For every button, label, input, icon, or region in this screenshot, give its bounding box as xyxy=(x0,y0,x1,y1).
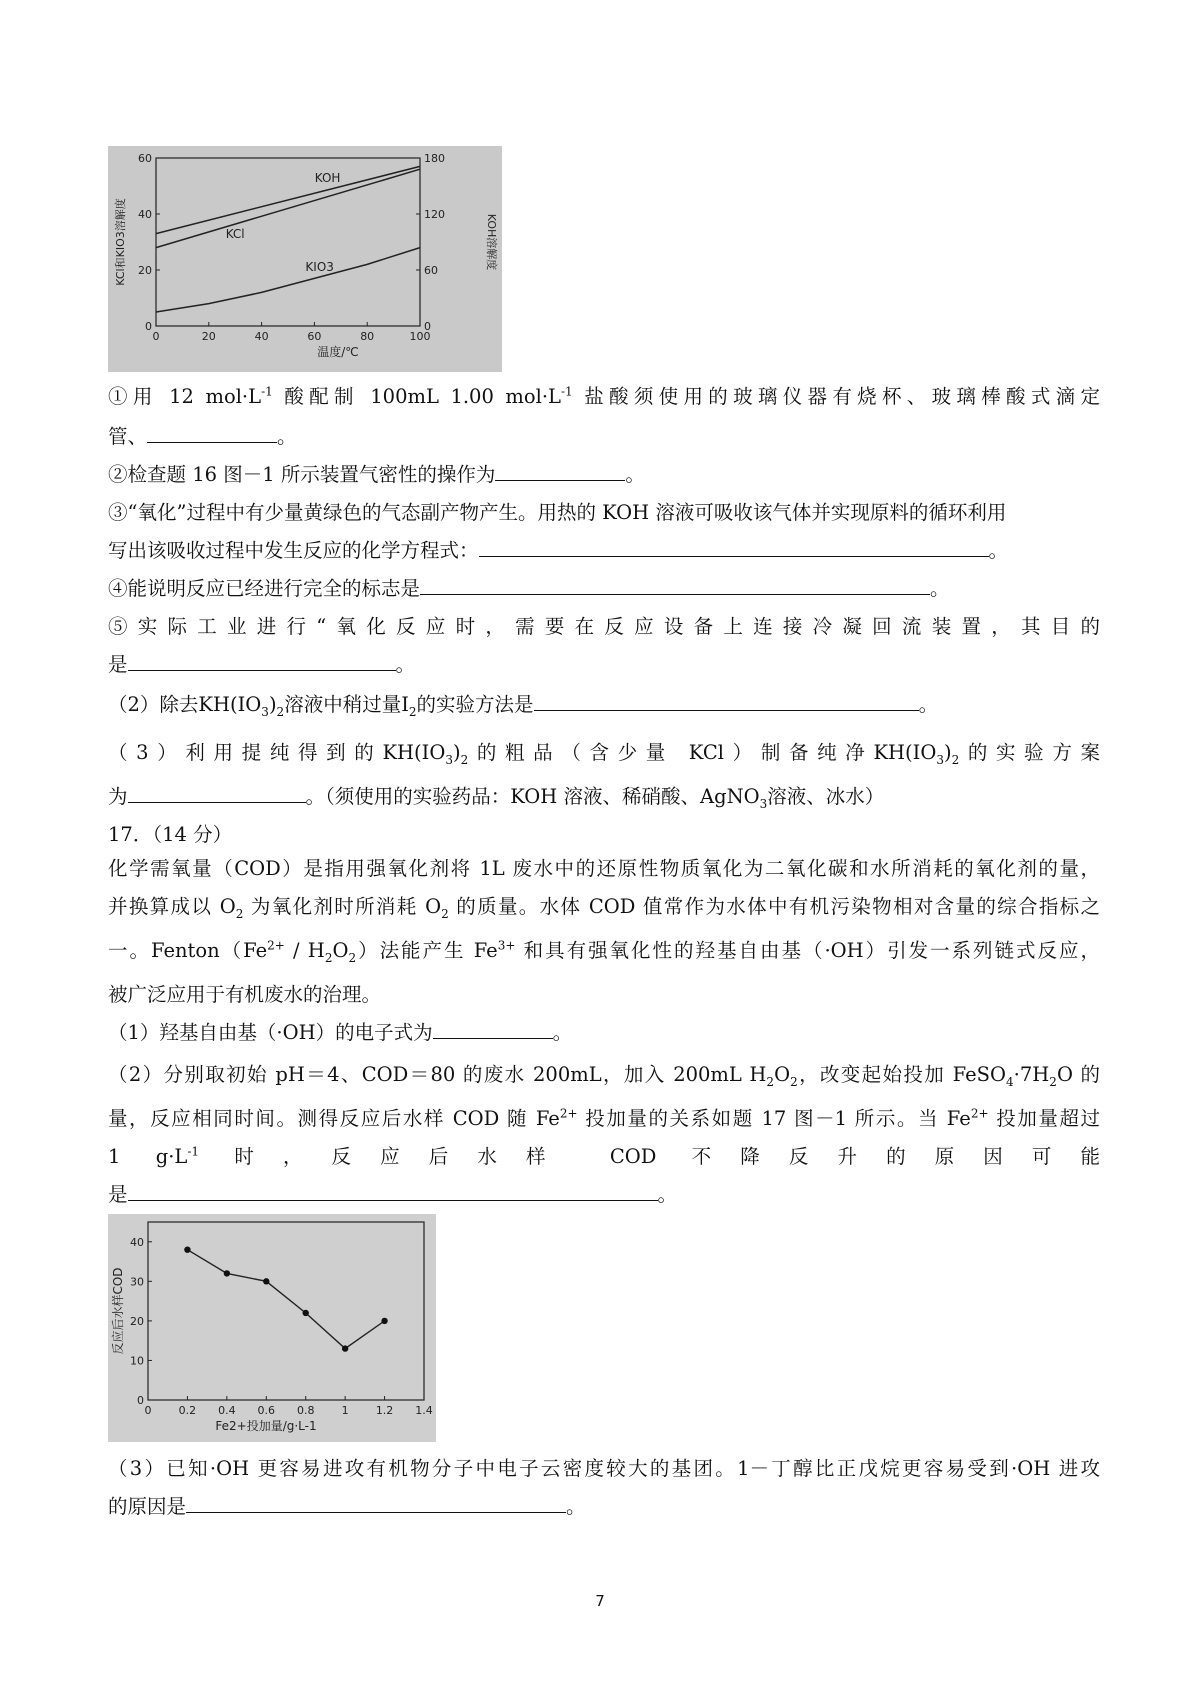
solubility-chart-svg xyxy=(108,146,502,372)
x-axis-label: 温度/℃ xyxy=(317,345,359,359)
y-left-tick-label: 60 xyxy=(138,152,152,165)
data-point xyxy=(303,1310,309,1316)
y-axis-label: 反应后水样COD xyxy=(111,1267,125,1355)
q16-part-3-cont xyxy=(108,784,1100,810)
q17-text: 量，反应相同时间。测得反应后水样 COD 随 Fe xyxy=(108,1107,560,1130)
answer-blank[interactable] xyxy=(128,652,396,671)
solubility-chart xyxy=(108,146,502,372)
q16-text: 。 xyxy=(277,425,297,448)
x-tick-label: 40 xyxy=(254,330,269,343)
answer-blank[interactable] xyxy=(534,692,919,711)
x-axis-label: Fe2+投加量/g·L-1 xyxy=(215,1419,317,1433)
y-tick-label: 0 xyxy=(137,1394,144,1407)
q16-text: 。（须使用的实验药品：KOH 溶液、稀硝酸、 xyxy=(305,785,701,808)
x-tick-label: 80 xyxy=(360,330,375,343)
formula-kh-io3-2: $KH(IO_3)_2$ xyxy=(198,693,285,719)
cod-chart-svg xyxy=(108,1214,436,1442)
formula-text: KH(IO xyxy=(198,693,262,716)
series-line xyxy=(156,166,420,233)
x-tick-label: 1 xyxy=(341,1404,349,1417)
q16-text: 盐酸须使用的玻璃仪器有烧杯、玻璃棒酸式滴定 xyxy=(572,385,1101,408)
series-label: KIO3 xyxy=(305,260,334,274)
y-tick-label: 10 xyxy=(130,1354,144,1368)
x-tick-label: 0.2 xyxy=(178,1404,197,1417)
q17-text: 。 xyxy=(552,1021,573,1044)
q16-text: 酸配制 100mL 1.00 mol·L xyxy=(272,385,561,408)
q16-part-2 xyxy=(108,692,1100,718)
q17-intro-1 xyxy=(108,856,1100,882)
q17-part-2-line-1: （2）分别取初始 pH＝4、COD＝80 的废水 200mL，加入 200mL $H_2O_2$，改变起始投加 $FeSO_4\cdot 7H_2O$ 的 xyxy=(108,1063,1100,1089)
formula-i2: $I_2$ xyxy=(401,693,417,719)
formula-agno3: AgNO$_3$ xyxy=(700,785,768,811)
y-right-tick-label: 120 xyxy=(424,208,445,221)
q17-part-2-line-3: 1 $g\cdot L^{-1}$ 时，反应后水样 COD 不降反升的原因可能 xyxy=(108,1144,1100,1168)
q17-text: 并换算成以 O xyxy=(108,895,236,918)
series-line xyxy=(187,1250,384,1349)
q17-text: 投加量的关系如题 17 图－1 所示。当 Fe xyxy=(577,1107,971,1130)
q17-text: 和具有强氧化性的羟基自由基（·OH）引发一系列链式反应， xyxy=(515,939,1100,962)
superscript: -1 xyxy=(561,384,573,399)
y-tick-label: 20 xyxy=(130,1314,144,1328)
y-tick-label: 30 xyxy=(130,1275,144,1289)
q16-line-4 xyxy=(108,500,1100,526)
q17-text: 。 xyxy=(657,1183,678,1206)
q16-line-5 xyxy=(108,538,1100,564)
x-tick-label: 100 xyxy=(409,330,431,343)
q17-text: （1）羟基自由基（·OH）的电子式为 xyxy=(108,1021,433,1044)
data-point xyxy=(184,1246,190,1252)
q16-text: 。 xyxy=(930,577,950,600)
q17-text: 化学需氧量（COD）是指用强氧化剂将 1L 废水中的还原性物质氧化为二氧化碳和水所消耗的氧化剂的量， xyxy=(108,857,1100,880)
q16-text: 的实验方案 xyxy=(959,741,1100,764)
q16-text: 是 xyxy=(108,653,128,676)
q17-text: / H xyxy=(284,939,325,962)
answer-blank[interactable] xyxy=(147,424,277,443)
q17-text: O 的 xyxy=(1056,1063,1100,1086)
q17-text: O xyxy=(774,1063,791,1086)
formula-text: KH(IO xyxy=(873,741,937,764)
q16-text: 。 xyxy=(988,539,1009,562)
y-left-tick-label: 0 xyxy=(145,320,152,333)
q17-part-3-cont xyxy=(108,1494,1100,1520)
q17-part-3 xyxy=(108,1456,1100,1482)
q16-text: 的粗品（含少量 KCl）制备纯净 xyxy=(468,741,874,764)
y-right-tick-label: 180 xyxy=(424,152,445,165)
q16-text: 溶液、冰水） xyxy=(767,785,885,808)
q17-text: 为氧化剂时所消耗 O xyxy=(243,895,442,918)
answer-blank[interactable] xyxy=(128,1182,658,1201)
x-tick-label: 0.6 xyxy=(257,1404,276,1417)
q16-text: （2）除去 xyxy=(108,693,199,716)
q16-line-2 xyxy=(108,424,1100,450)
q16-text: （3）利用提纯得到的 xyxy=(108,741,383,764)
q16-line-6 xyxy=(108,576,1100,602)
y-tick-label: 40 xyxy=(130,1235,144,1249)
formula-text: AgNO xyxy=(700,785,760,808)
q16-line-7 xyxy=(108,614,1100,640)
q17-text: 。 xyxy=(566,1495,586,1518)
x-tick-label: 1.2 xyxy=(375,1404,394,1417)
q16-line-8 xyxy=(108,652,1100,678)
y-right-tick-label: 60 xyxy=(424,264,438,277)
formula-text: I xyxy=(401,693,409,716)
q16-text: ④能说明反应已经进行完全的标志是 xyxy=(108,577,421,600)
q16-text: 。 xyxy=(625,463,645,486)
q17-text: （3）已知·OH 更容易进攻有机物分子中电子云密度较大的基团。1－丁醇比正戊烷更容易受到·OH 进攻 xyxy=(108,1457,1100,1480)
q17-header: 17．（14 分） xyxy=(108,823,233,846)
q17-text: 的质量。水体 COD 值常作为水体中有机污染物相对含量的综合指标之 xyxy=(448,895,1101,918)
q17-text: ）法能产生 Fe xyxy=(356,939,498,962)
q16-text: ②检查题 16 图－1 所示装置气密性的操作为 xyxy=(108,463,496,486)
q17-intro-4: 被广泛应用于有机废水的治理。 xyxy=(108,983,382,1006)
y-right-axis-label: KOH溶解度 xyxy=(485,213,498,271)
q17-part-2-line-2: 量，反应相同时间。测得反应后水样 COD 随 $Fe^{2+}$ 投加量的关系如题 17 图－1 所示。当 $Fe^{2+}$ 投加量超过 xyxy=(108,1106,1101,1130)
data-point xyxy=(381,1318,387,1324)
plot-frame xyxy=(156,158,420,326)
answer-blank[interactable] xyxy=(433,1020,553,1039)
formula-kh-io3-2: $KH(IO_3)_2$ xyxy=(382,741,469,767)
answer-blank[interactable] xyxy=(128,784,306,803)
q17-part-2-line-4 xyxy=(108,1182,1100,1208)
q17-text: 一。Fenton（Fe xyxy=(108,939,268,962)
formula-text: KH(IO xyxy=(382,741,446,764)
x-tick-label: 1.4 xyxy=(415,1404,433,1417)
q17-text: 1 g·L xyxy=(108,1145,188,1168)
q16-text: ③“氧化”过程中有少量黄绿色的气态副产物产生。用热的 KOH 溶液可吸收该气体并实现原料的循环利用 xyxy=(108,501,1007,524)
series-label: KCl xyxy=(225,227,245,242)
q16-text: 写出该吸收过程中发生反应的化学方程式： xyxy=(108,539,479,562)
q16-text: 为 xyxy=(108,785,128,808)
q17-text: 的原因是 xyxy=(108,1495,187,1518)
x-tick-label: 0 xyxy=(144,1404,152,1417)
y-left-tick-label: 40 xyxy=(138,208,152,221)
q17-text: 时，反应后水样 COD 不降反升的原因可能 xyxy=(199,1145,1100,1168)
q16-text: 。 xyxy=(918,693,939,716)
q16-text: ⑤实际工业进行“氧化反应时，需要在反应设备上连接冷凝回流装置，其目的 xyxy=(108,615,1100,638)
q16-text: 的实验方法是 xyxy=(416,693,534,716)
y-left-tick-label: 20 xyxy=(138,264,152,277)
series-label: KOH xyxy=(314,170,341,185)
q16-text: 溶液中稍过量 xyxy=(284,693,402,716)
data-point xyxy=(224,1270,230,1276)
x-tick-label: 60 xyxy=(307,330,322,343)
x-tick-label: 0.8 xyxy=(296,1404,315,1417)
formula-kh-io3-2: $KH(IO_3)_2$ xyxy=(873,741,960,767)
x-tick-label: 0 xyxy=(152,330,160,343)
q17-text: O xyxy=(332,939,349,962)
q17-text: 投加量超过 xyxy=(988,1107,1101,1130)
data-point xyxy=(263,1278,269,1284)
cod-chart xyxy=(108,1214,436,1442)
superscript: -1 xyxy=(261,384,273,399)
q17-part-1 xyxy=(108,1020,1100,1046)
q17-text: ·7H xyxy=(1013,1063,1050,1086)
q17-intro-2: 并换算成以 $O_2$ 为氧化剂时所消耗 $O_2$ 的质量。水体 COD 值常作为水体中有机污染物相对含量的综合指标之 xyxy=(108,895,1101,921)
page-number: 7 xyxy=(595,1592,605,1610)
x-tick-label: 20 xyxy=(201,330,216,343)
y-right-tick-label: 0 xyxy=(424,320,431,333)
y-left-axis-label: KCl和KIO3溶解度 xyxy=(114,198,127,286)
q16-line-1 xyxy=(108,384,1100,410)
series-line xyxy=(156,248,420,312)
q17-text: （2）分别取初始 pH＝4、COD＝80 的废水 200mL，加入 200mL H xyxy=(108,1063,767,1086)
q16-text: ①用 12 mol·L xyxy=(108,385,262,408)
q16-line-3 xyxy=(108,462,1100,488)
q16-text: 。 xyxy=(395,653,416,676)
series-line xyxy=(156,169,420,247)
q17-text: 是 xyxy=(108,1183,128,1206)
answer-blank[interactable] xyxy=(420,576,930,595)
data-point xyxy=(342,1345,348,1351)
answer-blank[interactable] xyxy=(479,538,989,557)
q16-part-3 xyxy=(108,740,1100,766)
x-tick-label: 0.4 xyxy=(218,1404,236,1417)
q17-intro-3: 一。$Fenton(Fe^{2+} / H_2O_2)$法能产生 $Fe^{3+}$ 和具有强氧化性的羟基自由基（·OH）引发一系列链式反应， xyxy=(108,938,1100,965)
q16-text: 管、 xyxy=(108,425,148,448)
q17-text: ，改变起始投加 FeSO xyxy=(797,1063,1007,1086)
answer-blank[interactable] xyxy=(495,462,625,481)
answer-blank[interactable] xyxy=(186,1494,566,1513)
